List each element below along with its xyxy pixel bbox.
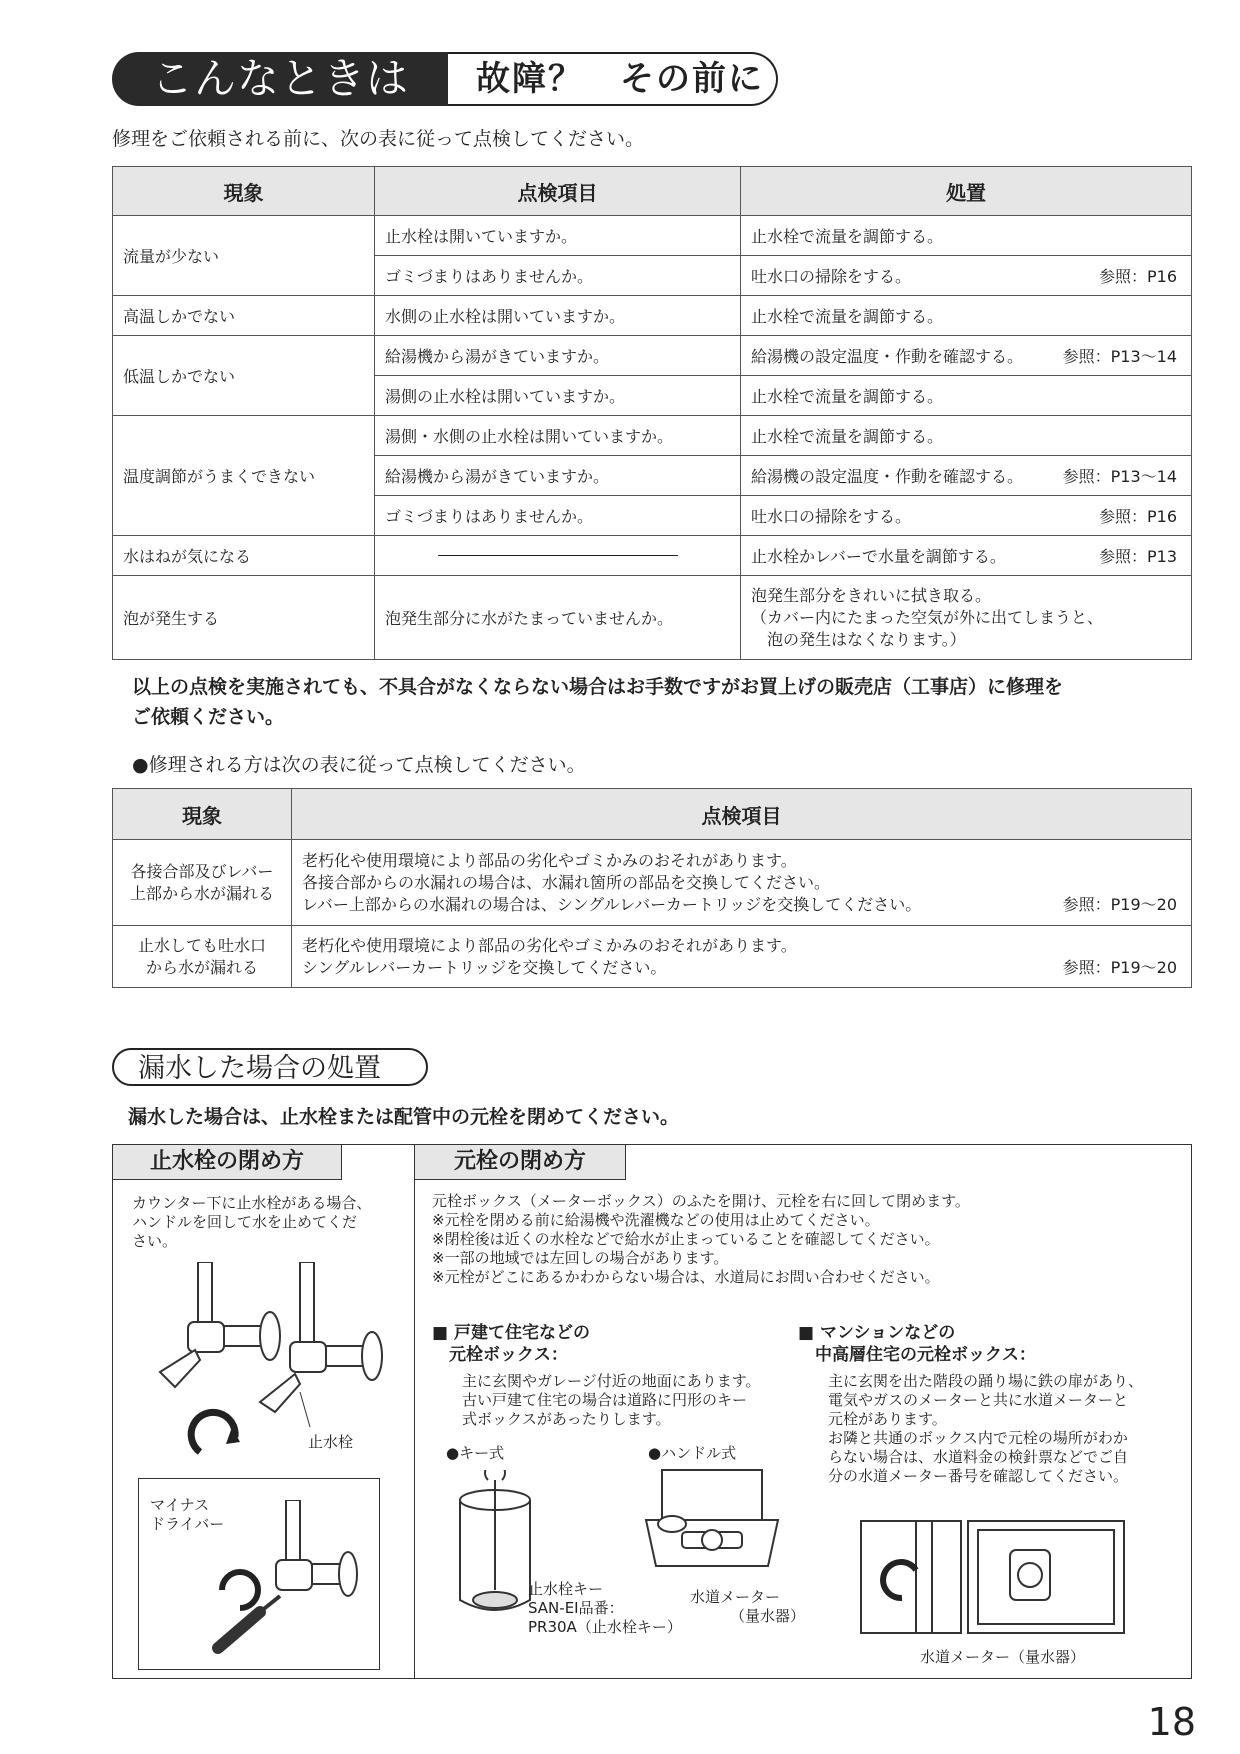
- main-valve-text: [432, 1192, 970, 1287]
- text-line: らない場合は、水道料金の検針票などでご自: [828, 1448, 1129, 1466]
- check-cell: 止水栓は開いていますか。: [375, 216, 741, 256]
- symptom-cell: 高温しかでない: [113, 296, 375, 336]
- table-header-row: [113, 789, 1192, 840]
- symptom-cell: [113, 926, 292, 988]
- symptom-cell: 泡が発生する: [113, 576, 375, 660]
- table-row: [113, 926, 1192, 988]
- action-text: 給湯機の設定温度・作動を確認する。: [751, 467, 1024, 486]
- text-line: ■ 戸建て住宅などの: [432, 1323, 590, 1343]
- leak-section-title: 漏水した場合の処置: [112, 1048, 428, 1086]
- table-row: [113, 216, 1192, 256]
- col-check: 点検項目: [375, 167, 741, 216]
- dash-line: [438, 555, 678, 556]
- apartment-meter-label: 水道メーター（量水器）: [920, 1648, 1086, 1666]
- text-line: 主に玄関を出た階段の踊り場に鉄の扉があり、: [828, 1372, 1144, 1390]
- text-line: ※元栓を閉める前に給湯機や洗濯機などの使用は止めてください。: [432, 1211, 880, 1229]
- text-line: カウンター下に止水栓がある場合、: [132, 1194, 372, 1212]
- table-row: [113, 296, 1192, 336]
- action-cell: [741, 256, 1192, 296]
- header-title: こんなときは: [112, 52, 448, 106]
- table-row: [113, 336, 1192, 376]
- house-heading: [432, 1322, 590, 1366]
- action-text: 泡発生部分をきれいに拭き取る。: [751, 585, 992, 605]
- page-header: [112, 52, 788, 106]
- text-line: 古い戸建て住宅の場合は道路に円形のキー: [462, 1391, 748, 1409]
- repair-table: [112, 788, 1192, 988]
- key-type-label: ●キー式: [446, 1444, 505, 1462]
- screwdriver-illustration: [200, 1500, 370, 1660]
- check-cell: 湯側・水側の止水栓は開いていますか。: [375, 416, 741, 456]
- text-line: ■ マンションなどの: [798, 1323, 956, 1343]
- page-ref: 参照：P16: [1098, 507, 1177, 526]
- repair-note-2: ご依頼ください。: [132, 706, 285, 728]
- symptom-line: 止水しても吐水口: [137, 935, 266, 955]
- col-action: 処置: [741, 167, 1192, 216]
- page-ref: 参照：P19～20: [1062, 957, 1177, 977]
- text-line: 中高層住宅の元栓ボックス：: [798, 1345, 1036, 1365]
- check-cell: 給湯機から湯がきていますか。: [375, 456, 741, 496]
- check-cell: [292, 840, 1192, 926]
- action-cell: 止水栓で流量を調節する。: [741, 376, 1192, 416]
- troubleshoot-table: [112, 166, 1192, 660]
- symptom-line: から水が漏れる: [145, 957, 258, 977]
- action-cell: 止水栓で流量を調節する。: [741, 296, 1192, 336]
- page-number: 18: [1147, 1700, 1196, 1744]
- text-line: SAN-EI品番：: [528, 1599, 624, 1617]
- action-cell: [741, 576, 1192, 660]
- check-text: レバー上部からの水漏れの場合は、シングルレバーカートリッジを交換してください。: [302, 894, 922, 914]
- page-ref: 参照：P13～14: [1062, 467, 1177, 486]
- house-text: [462, 1372, 761, 1429]
- action-cell: 止水栓で流量を調節する。: [741, 416, 1192, 456]
- check-line: 老朽化や使用環境により部品の劣化やゴミかみのおそれがあります。: [302, 850, 797, 870]
- stop-valve-text: [132, 1194, 371, 1251]
- meter-label: [690, 1588, 805, 1626]
- header-subtitle: 故障？ その前に: [448, 52, 778, 106]
- text-line: 水道メーター: [690, 1588, 781, 1606]
- text-line: 元栓ボックス：: [432, 1345, 568, 1365]
- check-text: シングルレバーカートリッジを交換してください。: [302, 957, 667, 977]
- leak-intro: 漏水した場合は、止水栓または配管中の元栓を閉めてください。: [128, 1106, 680, 1128]
- page-ref: 参照：P13: [1098, 547, 1177, 566]
- text-line: 元栓があります。: [828, 1410, 947, 1428]
- check-line: 各接合部からの水漏れの場合は、水漏れ箇所の部品を交換してください。: [302, 872, 831, 892]
- symptom-cell: 低温しかでない: [113, 336, 375, 416]
- text-line: ドライバー: [150, 1515, 225, 1533]
- text-line: （量水器）: [730, 1607, 806, 1625]
- table-header-row: [113, 167, 1192, 216]
- text-line: 式ボックスがあったりします。: [462, 1410, 671, 1428]
- action-text: 止水栓かレバーで水量を調節する。: [751, 547, 1006, 566]
- stop-valve-label: 止水栓: [308, 1433, 354, 1451]
- text-line: 分の水道メーター番号を確認してください。: [828, 1467, 1129, 1485]
- text-line: さい。: [132, 1232, 178, 1250]
- text-line: ※閉栓後は近くの水栓などで給水が止まっていることを確認してください。: [432, 1230, 940, 1248]
- check-cell: ゴミづまりはありませんか。: [375, 256, 741, 296]
- intro-text: 修理をご依頼される前に、次の表に従って点検してください。: [112, 128, 645, 150]
- apartment-heading: [798, 1322, 1036, 1366]
- action-text: 給湯機の設定温度・作動を確認する。: [751, 347, 1024, 366]
- repair-note-3: ●修理される方は次の表に従って点検してください。: [132, 754, 586, 776]
- text-line: マイナス: [150, 1496, 210, 1514]
- check-cell: [292, 926, 1192, 988]
- text-line: 元栓ボックス（メーターボックス）のふたを開け、元栓を右に回して閉めます。: [432, 1192, 970, 1210]
- check-line: 老朽化や使用環境により部品の劣化やゴミかみのおそれがあります。: [302, 935, 797, 955]
- tab-stop-valve: 止水栓の閉め方: [112, 1144, 342, 1180]
- text-line: ハンドルを回して水を止めてくだ: [132, 1213, 358, 1231]
- symptom-cell: [113, 840, 292, 926]
- check-cell: 湯側の止水栓は開いていますか。: [375, 376, 741, 416]
- text-line: ※元栓がどこにあるかわからない場合は、水道局にお問い合わせください。: [432, 1268, 940, 1286]
- check-cell: ゴミづまりはありませんか。: [375, 496, 741, 536]
- col-symptom: 現象: [113, 167, 375, 216]
- check-cell: 泡発生部分に水がたまっていませんか。: [375, 576, 741, 660]
- page-ref: 参照：P19～20: [1062, 894, 1177, 914]
- table-row: [113, 536, 1192, 576]
- stop-valve-illustration: [140, 1262, 390, 1462]
- action-cell: [741, 496, 1192, 536]
- page-ref: 参照：P16: [1098, 267, 1177, 286]
- action-text: 吐水口の掃除をする。: [751, 507, 912, 526]
- symptom-line: 上部から水が漏れる: [129, 883, 274, 903]
- text-line: 主に玄関やガレージ付近の地面にあります。: [462, 1372, 761, 1390]
- text-line: 電気やガスのメーターと共に水道メーターと: [828, 1391, 1129, 1409]
- apartment-box-illustration: [860, 1520, 1126, 1640]
- check-line: [302, 894, 1181, 916]
- apartment-text: [828, 1372, 1143, 1486]
- handle-type-label: ●ハンドル式: [648, 1444, 737, 1462]
- col-check: 点検項目: [292, 789, 1192, 840]
- check-cell: 水側の止水栓は開いていますか。: [375, 296, 741, 336]
- text-line: お隣と共通のボックス内で元栓の場所がわか: [828, 1429, 1128, 1447]
- table-row: [113, 840, 1192, 926]
- repair-note-1: 以上の点検を実施されても、不具合がなくならない場合はお手数ですがお買上げの販売店（工事店）に修理を: [132, 676, 1064, 698]
- check-line: [302, 957, 1181, 979]
- key-label: [528, 1580, 682, 1637]
- symptom-line: 各接合部及びレバー: [130, 861, 274, 881]
- table-row: [113, 416, 1192, 456]
- action-text: 吐水口の掃除をする。: [751, 267, 912, 286]
- action-cell: [741, 336, 1192, 376]
- symptom-cell: 温度調節がうまくできない: [113, 416, 375, 536]
- action-note: 泡の発生はなくなります。）: [751, 629, 966, 649]
- check-cell-empty: [375, 536, 741, 576]
- col-symptom: 現象: [113, 789, 292, 840]
- action-cell: [741, 456, 1192, 496]
- page-ref: 参照：P13～14: [1062, 347, 1177, 366]
- handle-box-illustration: [642, 1466, 782, 1576]
- text-line: 止水栓キー: [528, 1580, 604, 1598]
- action-cell: 止水栓で流量を調節する。: [741, 216, 1192, 256]
- tab-main-valve: 元栓の閉め方: [414, 1144, 626, 1180]
- symptom-cell: 水はねが気になる: [113, 536, 375, 576]
- action-note: （カバー内にたまった空気が外に出てしまうと、: [751, 607, 1104, 627]
- symptom-cell: 流量が少ない: [113, 216, 375, 296]
- table-row: [113, 576, 1192, 660]
- text-line: ※一部の地域では左回しの場合があります。: [432, 1249, 729, 1267]
- text-line: PR30A（止水栓キー）: [528, 1618, 682, 1636]
- action-cell: [741, 536, 1192, 576]
- check-cell: 給湯機から湯がきていますか。: [375, 336, 741, 376]
- panel-divider: [414, 1144, 415, 1679]
